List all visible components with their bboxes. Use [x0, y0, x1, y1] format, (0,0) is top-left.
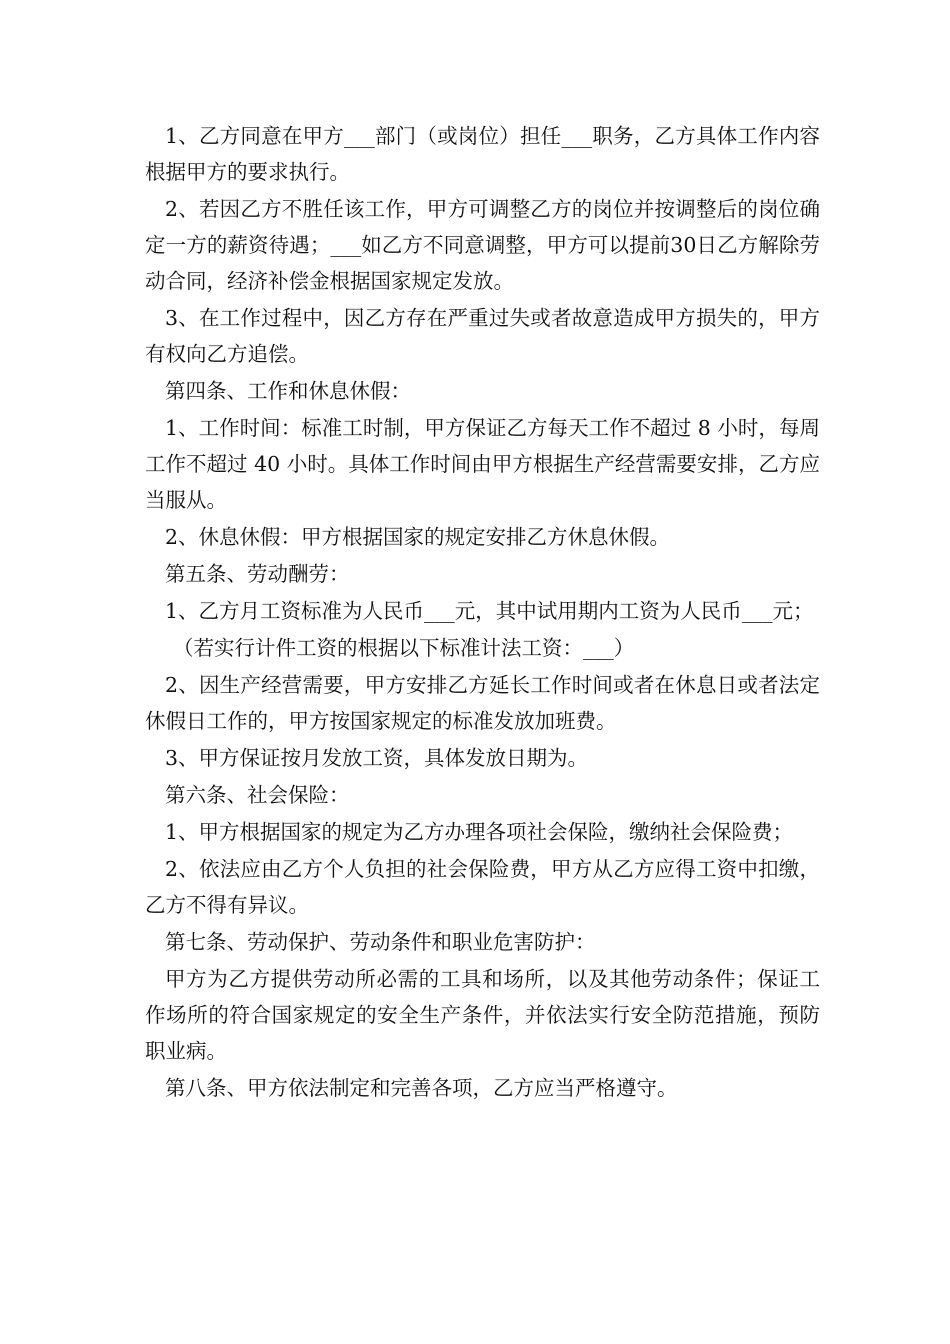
paragraph-2: 2、若因乙方不胜任该工作，甲方可调整乙方的岗位并按调整后的岗位确定一方的薪资待遇；___如乙方不同意调整，甲方可以提前30日乙方解除劳动合同，经济补偿金根据国家规定发放。	[145, 197, 820, 293]
paragraph-3: 3、在工作过程中，因乙方存在严重过失或者故意造成甲方损失的，甲方有权向乙方追偿。	[145, 306, 820, 366]
document-body	[145, 118, 820, 1107]
article-5-heading: 第五条、劳动酬劳：	[165, 562, 350, 586]
article-7-heading: 第七条、劳动保护、劳动条件和职业危害防护：	[165, 930, 596, 954]
paragraph-6-2: 2、依法应由乙方个人负担的社会保险费，甲方从乙方应得工资中扣缴，乙方不得有异议。	[145, 857, 820, 917]
paragraph-5-note: （若实行计件工资的根据以下标准计法工资：___）	[173, 636, 635, 660]
paragraph-1: 1、乙方同意在甲方___部门（或岗位）担任___职务，乙方具体工作内容根据甲方的要求执行。	[145, 124, 820, 184]
paragraph-5-3: 3、甲方保证按月发放工资，具体发放日期为。	[165, 746, 589, 770]
paragraph-5-1: 1、乙方月工资标准为人民币___元，其中试用期内工资为人民币___元；	[165, 599, 814, 623]
paragraph-4-1: 1、工作时间：标准工时制，甲方保证乙方每天工作不超过 8 小时，每周工作不超过 40 小时。具体工作时间由甲方根据生产经营需要安排，乙方应当服从。	[145, 416, 820, 512]
paragraph-7-body: 甲方为乙方提供劳动所必需的工具和场所，以及其他劳动条件；保证工作场所的符合国家规定的安全生产条件，并依法实行安全防范措施，预防职业病。	[145, 967, 820, 1063]
article-4-heading: 第四条、工作和休息休假：	[165, 379, 411, 403]
article-8-heading: 第八条、甲方依法制定和完善各项，乙方应当严格遵守。	[165, 1076, 678, 1100]
paragraph-5-2: 2、因生产经营需要，甲方安排乙方延长工作时间或者在休息日或者法定休假日工作的，甲方按国家规定的标准发放加班费。	[145, 673, 820, 733]
paragraph-4-2: 2、休息休假：甲方根据国家的规定安排乙方休息休假。	[165, 525, 671, 549]
article-6-heading: 第六条、社会保险：	[165, 783, 350, 807]
paragraph-6-1: 1、甲方根据国家的规定为乙方办理各项社会保险，缴纳社会保险费；	[165, 820, 794, 844]
